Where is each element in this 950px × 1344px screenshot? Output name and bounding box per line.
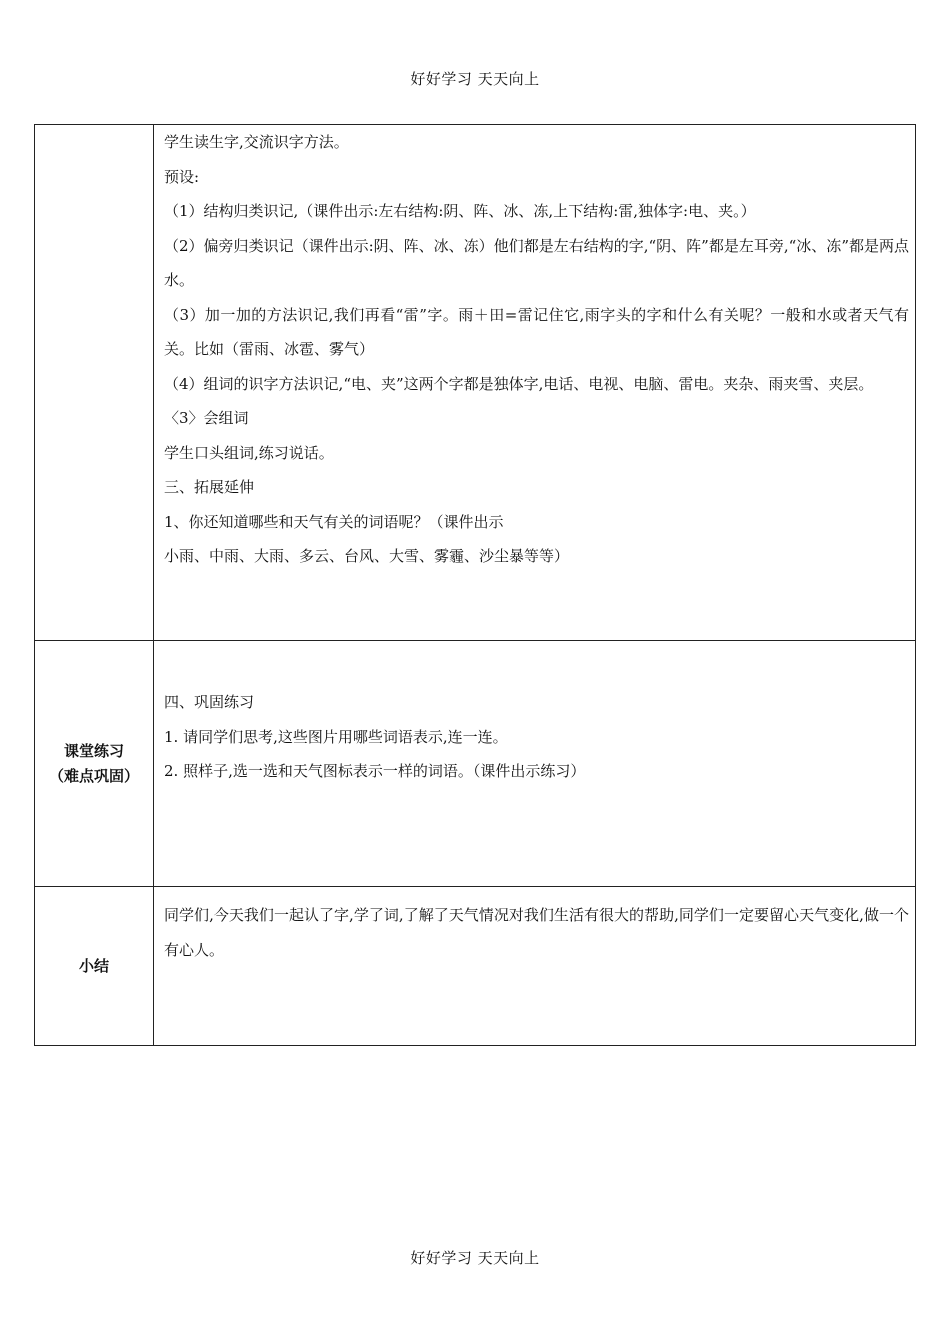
lesson-plan-table — [34, 124, 916, 1046]
practice-content-cell — [154, 641, 916, 887]
content-line: 1. 请同学们思考,这些图片用哪些词语表示,连一连。 — [164, 727, 508, 746]
summary-label: 小结 — [78, 956, 109, 975]
page-footer: 好好学习 天天向上 — [410, 1249, 540, 1267]
table-row-practice — [35, 641, 916, 887]
content-line: 学生读生字,交流识字方法。 — [164, 133, 349, 151]
content-line: 三、拓展延伸 — [164, 478, 255, 496]
summary-content-cell — [154, 887, 916, 1046]
content-line: 预设: — [164, 167, 200, 186]
content-line: 学生口头组词,练习说话。 — [164, 443, 334, 462]
table-row-summary — [35, 887, 916, 1046]
content-line: （3）加一加的方法识记,我们再看“雷”字。雨＋田=雷记住它,雨字头的字和什么有关呢？一般和水或者天气有关。比如（雷雨、冰雹、雾气） — [164, 305, 909, 358]
content-line: （4）组词的识字方法识记,“电、夹”这两个字都是独体字,电话、电视、电脑、雷电。夹杂、雨夹雪、夹层。 — [164, 374, 874, 393]
row-label-empty — [35, 125, 154, 641]
content-line: 1、你还知道哪些和天气有关的词语呢？（课件出示 — [164, 512, 504, 531]
page-header: 好好学习 天天向上 — [410, 70, 540, 88]
content-line: 2. 照样子,选一选和天气图标表示一样的词语。（课件出示练习） — [164, 762, 586, 780]
content-line: （2）偏旁归类识记（课件出示:阴、阵、冰、冻）他们都是左右结构的字,“阴、阵”都是左耳旁,“冰、冻”都是两点水。 — [164, 236, 909, 289]
content-line: 小雨、中雨、大雨、多云、台风、大雪、雾霾、沙尘暴等等） — [164, 547, 570, 565]
row-label-practice — [35, 641, 154, 887]
practice-label-line1: 课堂练习 — [63, 741, 124, 760]
content-line: 〈3〉会组词 — [164, 409, 249, 427]
table-row-activity — [35, 125, 916, 641]
activity-content-cell — [154, 125, 916, 641]
row-label-summary — [35, 887, 154, 1046]
content-line: 同学们,今天我们一起认了字,学了词,了解了天气情况对我们生活有很大的帮助,同学们一定要留心天气变化,做一个有心人。 — [164, 906, 909, 959]
content-line: 四、巩固练习 — [164, 693, 255, 711]
practice-label-line2: （难点巩固） — [48, 766, 139, 785]
content-line: （1）结构归类识记,（课件出示:左右结构:阴、阵、冰、冻,上下结构:雷,独体字:电、夹。） — [164, 202, 756, 220]
